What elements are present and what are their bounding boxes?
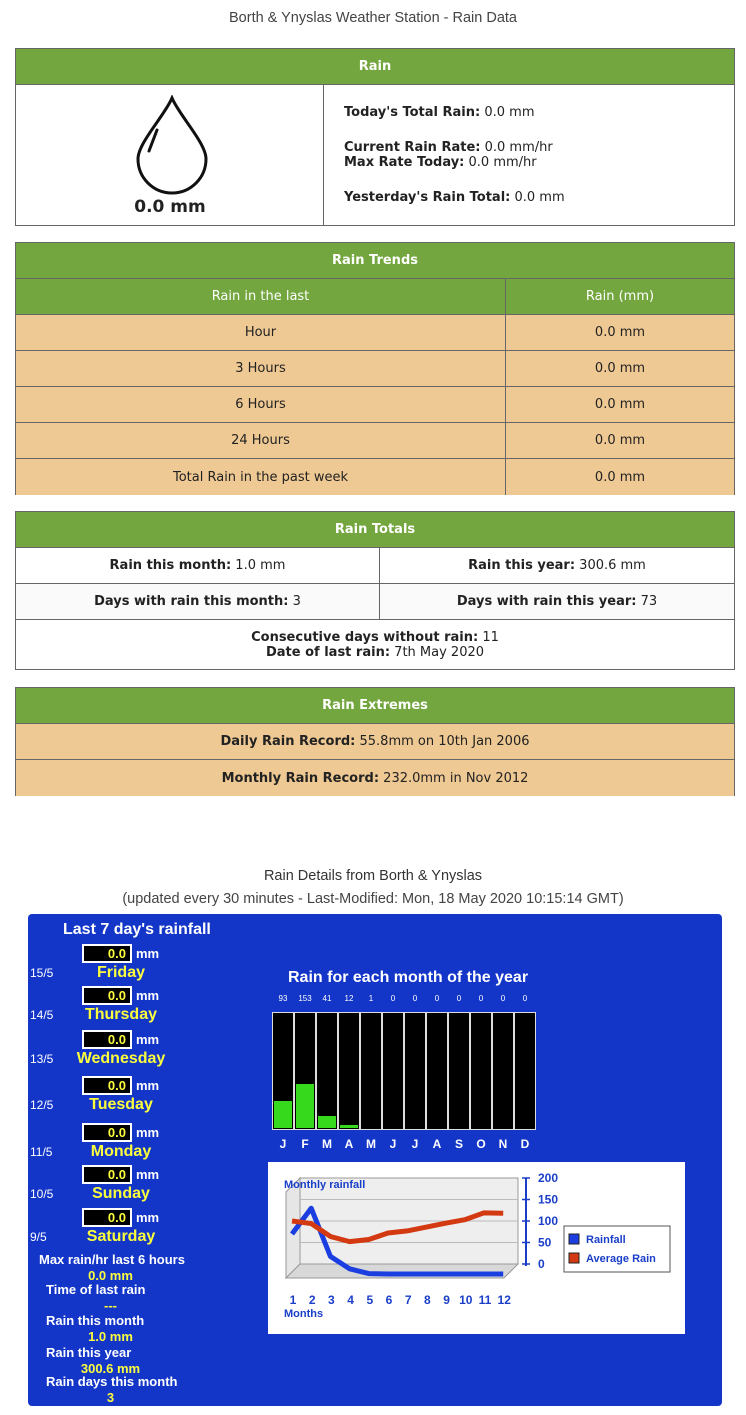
day-date: 10/5 xyxy=(30,1187,54,1201)
trends-col1-header: Rain in the last xyxy=(16,279,506,314)
stat-value: 1.0 mm xyxy=(88,1329,133,1344)
day-date: 15/5 xyxy=(30,966,54,980)
legend-swatch xyxy=(569,1234,579,1244)
trend-value: 0.0 mm xyxy=(594,325,646,340)
trend-period: 24 Hours xyxy=(16,423,506,458)
x-tick-label: 2 xyxy=(308,1293,316,1307)
monthly-rainfall-chart xyxy=(268,1162,685,1334)
bar-value-label: 1 xyxy=(368,994,374,1003)
mm-unit: mm xyxy=(136,1032,160,1047)
totals-header: Rain Totals xyxy=(334,522,416,537)
day-name: Thursday xyxy=(84,1006,157,1023)
drop-value: 0.0 mm xyxy=(134,197,206,217)
bar-value-label: 0 xyxy=(434,994,440,1003)
month-label: A xyxy=(432,1137,442,1151)
x-tick-label: 6 xyxy=(385,1293,393,1307)
table-row xyxy=(16,423,734,459)
x-tick-label: 12 xyxy=(497,1293,511,1307)
bar-background xyxy=(294,1012,316,1130)
month-label: J xyxy=(279,1137,287,1151)
month-label: D xyxy=(520,1137,530,1151)
x-tick-label: 7 xyxy=(404,1293,412,1307)
trend-period: 3 Hours xyxy=(16,351,506,386)
legend-label: Average Rain xyxy=(586,1253,656,1265)
stat-label: Max rain/hr last 6 hours xyxy=(39,1252,185,1267)
month-label: M xyxy=(322,1137,332,1151)
x-tick-label: 3 xyxy=(328,1293,335,1307)
last-rain-label: Date of last rain: xyxy=(265,645,391,660)
line-chart-title: Monthly rainfall xyxy=(284,1179,366,1191)
day-date: 12/5 xyxy=(30,1098,54,1112)
trend-period: 6 Hours xyxy=(16,387,506,422)
stat-label: Time of last rain xyxy=(46,1282,146,1297)
bar-background xyxy=(470,1012,492,1130)
day-name: Monday xyxy=(90,1143,152,1160)
bar-value-label: 0 xyxy=(412,994,418,1003)
table-row xyxy=(16,315,734,351)
yesterday-value: 0.0 mm xyxy=(514,190,565,205)
day-rain-value: 0.0 xyxy=(82,1076,132,1095)
mm-unit: mm xyxy=(136,946,160,961)
daily-record xyxy=(16,724,734,759)
rain-this-year xyxy=(380,548,734,583)
trend-value: 0.0 mm xyxy=(594,433,646,448)
day-date: 14/5 xyxy=(30,1008,54,1022)
y-tick-label: 200 xyxy=(538,1171,559,1185)
rain-totals-table xyxy=(15,511,735,670)
day-rain-value: 0.0 xyxy=(82,1123,132,1142)
y-tick-label: 100 xyxy=(538,1214,559,1228)
legend-swatch xyxy=(569,1253,579,1263)
trend-period: Total Rain in the past week xyxy=(16,459,506,495)
month-label: F xyxy=(301,1137,309,1151)
day-rain-value: 0.0 xyxy=(82,944,132,963)
rain-month-label: Rain this month: xyxy=(109,558,232,573)
daily-record-value: 55.8mm on 10th Jan 2006 xyxy=(359,734,530,749)
legend-label: Rainfall xyxy=(586,1234,626,1246)
stat-value: 0.0 mm xyxy=(88,1268,133,1283)
day-date: 11/5 xyxy=(30,1145,53,1159)
mm-unit: mm xyxy=(136,1078,160,1093)
monthly-record xyxy=(16,760,734,796)
month-label: N xyxy=(498,1137,508,1151)
x-tick-label: 8 xyxy=(424,1293,431,1307)
bar-background xyxy=(404,1012,426,1130)
last-rain-value: 7th May 2020 xyxy=(394,645,485,660)
monthly-record-label: Monthly Rain Record: xyxy=(221,770,380,786)
rain-year-value: 300.6 mm xyxy=(579,558,646,573)
table-row xyxy=(16,459,734,495)
bar xyxy=(318,1116,336,1128)
bar xyxy=(296,1084,314,1128)
rain-drop-area xyxy=(16,85,324,225)
y-tick-label: 50 xyxy=(538,1235,552,1250)
days-year-label: Days with rain this year: xyxy=(456,594,637,609)
day-date: 13/5 xyxy=(30,1052,54,1066)
y-tick-label: 150 xyxy=(538,1192,559,1207)
mm-unit: mm xyxy=(136,988,160,1003)
trend-value: 0.0 mm xyxy=(594,397,646,412)
bar-value-label: 0 xyxy=(500,994,506,1003)
bar-value-label: 12 xyxy=(344,994,354,1003)
bar xyxy=(340,1125,358,1128)
bar-value-label: 0 xyxy=(478,994,484,1003)
bar-background xyxy=(448,1012,470,1130)
month-chart-title: Rain for each month of the year xyxy=(288,969,529,986)
rain-this-month xyxy=(16,548,380,583)
month-label: A xyxy=(344,1137,354,1151)
x-tick-label: 10 xyxy=(459,1293,473,1307)
consec-label: Consecutive days without rain: xyxy=(251,630,479,645)
current-rate-value: 0.0 mm/hr xyxy=(484,140,553,155)
rain-panel xyxy=(15,48,735,226)
table-row xyxy=(16,351,734,387)
days-month-value: 3 xyxy=(292,594,301,609)
bar-background xyxy=(492,1012,514,1130)
y-tick-label: 0 xyxy=(538,1257,545,1271)
rain-trends-table xyxy=(15,242,735,495)
bar-background xyxy=(514,1012,536,1130)
todays-total-label: Today's Total Rain: xyxy=(344,105,481,120)
day-rain-value: 0.0 xyxy=(82,1165,132,1184)
stat-label: Rain this year xyxy=(46,1345,132,1360)
month-label: S xyxy=(454,1137,463,1151)
days-rain-year xyxy=(380,584,734,619)
month-label: J xyxy=(389,1137,397,1151)
details-subtitle: (updated every 30 minutes - Last-Modified: Mon, 18 May 2020 10:15:14 GMT) xyxy=(122,891,624,907)
day-rain-value: 0.0 xyxy=(82,1208,132,1227)
bar-background xyxy=(360,1012,382,1130)
day-name: Sunday xyxy=(92,1185,150,1202)
rain-widget xyxy=(28,914,722,1406)
mm-unit: mm xyxy=(136,1167,160,1182)
days-month-label: Days with rain this month: xyxy=(94,594,289,609)
rain-extremes-table xyxy=(15,687,735,796)
trend-value: 0.0 mm xyxy=(594,361,646,376)
trends-header: Rain Trends xyxy=(332,253,418,268)
day-rain-value: 0.0 xyxy=(82,986,132,1005)
trend-period: Hour xyxy=(16,315,506,350)
consec-value: 11 xyxy=(482,630,499,645)
trend-value: 0.0 mm xyxy=(594,469,646,485)
rain-year-label: Rain this year: xyxy=(468,558,576,573)
details-title: Rain Details from Borth & Ynyslas xyxy=(263,868,483,884)
daily-record-label: Daily Rain Record: xyxy=(220,734,356,749)
current-rate-label: Current Rain Rate: xyxy=(344,140,481,155)
bar-value-label: 0 xyxy=(522,994,528,1003)
rain-month-value: 1.0 mm xyxy=(235,558,286,573)
todays-total-value: 0.0 mm xyxy=(484,105,535,120)
x-axis-label: Months xyxy=(284,1308,324,1320)
x-tick-label: 4 xyxy=(347,1293,354,1307)
stat-label: Rain days this month xyxy=(46,1374,178,1389)
page-title: Borth & Ynyslas Weather Station - Rain Data xyxy=(229,10,517,26)
day-name: Tuesday xyxy=(89,1096,153,1113)
bar-value-label: 41 xyxy=(322,994,332,1003)
yesterday-label: Yesterday's Rain Total: xyxy=(344,190,511,205)
legend-box xyxy=(564,1226,670,1272)
day-date: 9/5 xyxy=(30,1230,47,1244)
bar xyxy=(274,1101,292,1128)
table-row xyxy=(16,387,734,423)
bar-background xyxy=(316,1012,338,1130)
mm-unit: mm xyxy=(136,1210,160,1225)
day-name: Friday xyxy=(96,964,145,981)
month-label: M xyxy=(366,1137,376,1151)
day-rain-value: 0.0 xyxy=(82,1030,132,1049)
bar-background xyxy=(272,1012,294,1130)
x-tick-label: 9 xyxy=(443,1293,450,1307)
bar-value-label: 153 xyxy=(298,994,312,1003)
day-name: Wednesday xyxy=(76,1050,166,1067)
stat-value: 3 xyxy=(106,1390,115,1405)
line-chart-panel xyxy=(268,1162,685,1334)
x-tick-label: 5 xyxy=(366,1293,374,1307)
x-tick-label: 11 xyxy=(478,1293,492,1307)
stat-value: 300.6 mm xyxy=(80,1361,141,1376)
stat-label: Rain this month xyxy=(46,1313,145,1328)
bar-background xyxy=(426,1012,448,1130)
month-label: J xyxy=(411,1137,419,1151)
days-rain-month xyxy=(16,584,380,619)
month-label: O xyxy=(476,1137,486,1151)
mm-unit: mm xyxy=(136,1125,160,1140)
max-rate-value: 0.0 mm/hr xyxy=(468,155,537,170)
monthly-record-value: 232.0mm in Nov 2012 xyxy=(383,770,529,786)
extremes-header: Rain Extremes xyxy=(322,698,428,713)
bar-value-label: 0 xyxy=(456,994,462,1003)
bar-background xyxy=(382,1012,404,1130)
raindrop-icon xyxy=(135,95,209,195)
days-year-value: 73 xyxy=(640,594,658,609)
rain-header: Rain xyxy=(16,49,734,85)
last7-title: Last 7 day's rainfall xyxy=(63,921,211,938)
stat-value: --- xyxy=(104,1298,117,1313)
bar-value-label: 0 xyxy=(390,994,396,1003)
max-rate-label: Max Rate Today: xyxy=(344,155,465,170)
bar-background xyxy=(338,1012,360,1130)
dry-spell-info xyxy=(16,620,734,670)
bar-value-label: 93 xyxy=(278,994,288,1003)
x-tick-label: 1 xyxy=(289,1293,297,1307)
day-name: Saturday xyxy=(86,1228,156,1245)
trends-col2-header: Rain (mm) xyxy=(585,289,655,304)
